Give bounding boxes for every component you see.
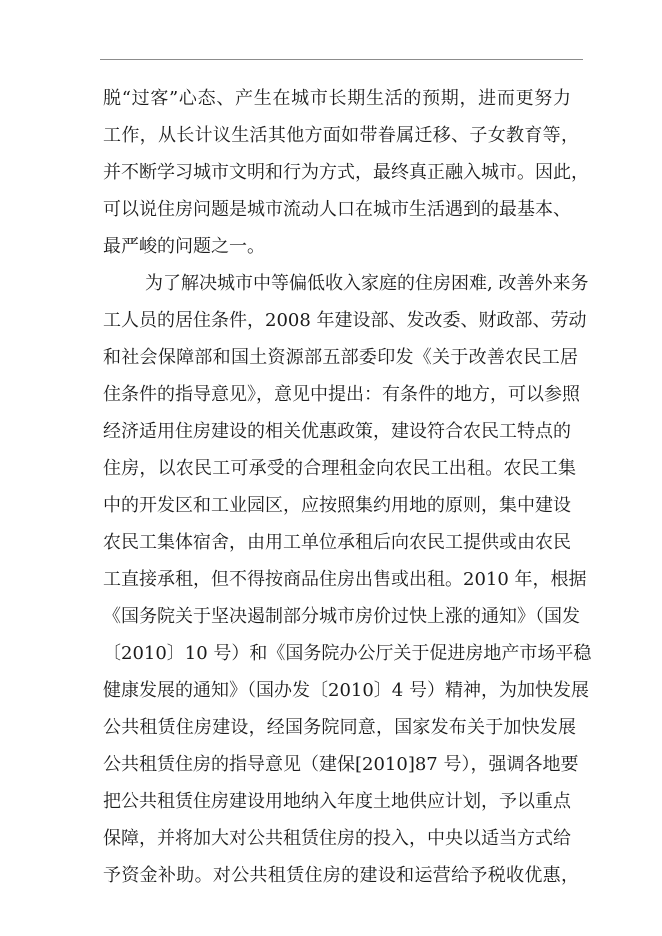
- paragraph-2-line-3: 和社会保障部和国土资源部五部委印发《关于改善农民工居: [103, 347, 578, 368]
- paragraph-2-line-5: 经济适用住房建设的相关优惠政策，建设符合农民工特点的: [103, 421, 571, 442]
- paragraph-2-line-4: 住条件的指导意见》，意见中提出：有条件的地方，可以参照: [103, 384, 580, 405]
- paragraph-2-line-7: 中的开发区和工业园区，应按照集约用地的原则，集中建设: [103, 495, 571, 516]
- paragraph-2-line-15: 把公共租赁住房建设用地纳入年度土地供应计划，予以重点: [103, 791, 571, 812]
- paragraph-2-line-11: 〔2010〕10 号）和《国务院办公厅关于促进房地产市场平稳: [103, 643, 592, 664]
- paragraph-1-line-3: 并不断学习城市文明和行为方式，最终真正融入城市。因此，: [103, 162, 589, 183]
- paragraph-2-line-8: 农民工集体宿舍，由用工单位承租后向农民工提供或由农民: [103, 532, 571, 553]
- paragraph-1-line-5: 最严峻的问题之一。: [103, 236, 265, 257]
- header-rule: [100, 59, 583, 60]
- paragraph-2-line-2: 工人员的居住条件，2008 年建设部、发改委、财政部、劳动: [103, 310, 587, 331]
- paragraph-2-line-6: 住房，以农民工可承受的合理租金向农民工出租。农民工集: [103, 458, 576, 479]
- paragraph-2-line-17: 予资金补助。对公共租赁住房的建设和运营给予税收优惠，: [103, 865, 579, 886]
- paragraph-2-line-14: 公共租赁住房的指导意见（建保[2010]87 号），强调各地要: [103, 754, 579, 775]
- paragraph-2-line-1: 为了解决城市中等偏低收入家庭的住房困难, 改善外来务: [145, 273, 589, 294]
- paragraph-2-line-16: 保障，并将加大对公共租赁住房的投入，中央以适当方式给: [103, 828, 571, 849]
- paragraph-2-line-10: 《国务院关于坚决遏制部分城市房价过快上涨的通知》（国发: [103, 606, 580, 627]
- paragraph-1-line-1: 脱“过客”心态、产生在城市长期生活的预期，进而更努力: [103, 88, 571, 109]
- paragraph-2-line-12: 健康发展的通知》（国办发〔2010〕4 号）精神，为加快发展: [103, 680, 589, 701]
- paragraph-2-line-9: 工直接承租，但不得按商品住房出售或出租。2010 年，根据: [103, 569, 587, 590]
- paragraph-1-line-2: 工作，从长计议生活其他方面如带眷属迁移、子女教育等，: [103, 125, 579, 146]
- paragraph-2-line-13: 公共租赁住房建设，经国务院同意，国家发布关于加快发展: [103, 717, 576, 738]
- paragraph-1-line-4: 可以说住房问题是城市流动人口在城市生活遇到的最基本、: [103, 199, 571, 220]
